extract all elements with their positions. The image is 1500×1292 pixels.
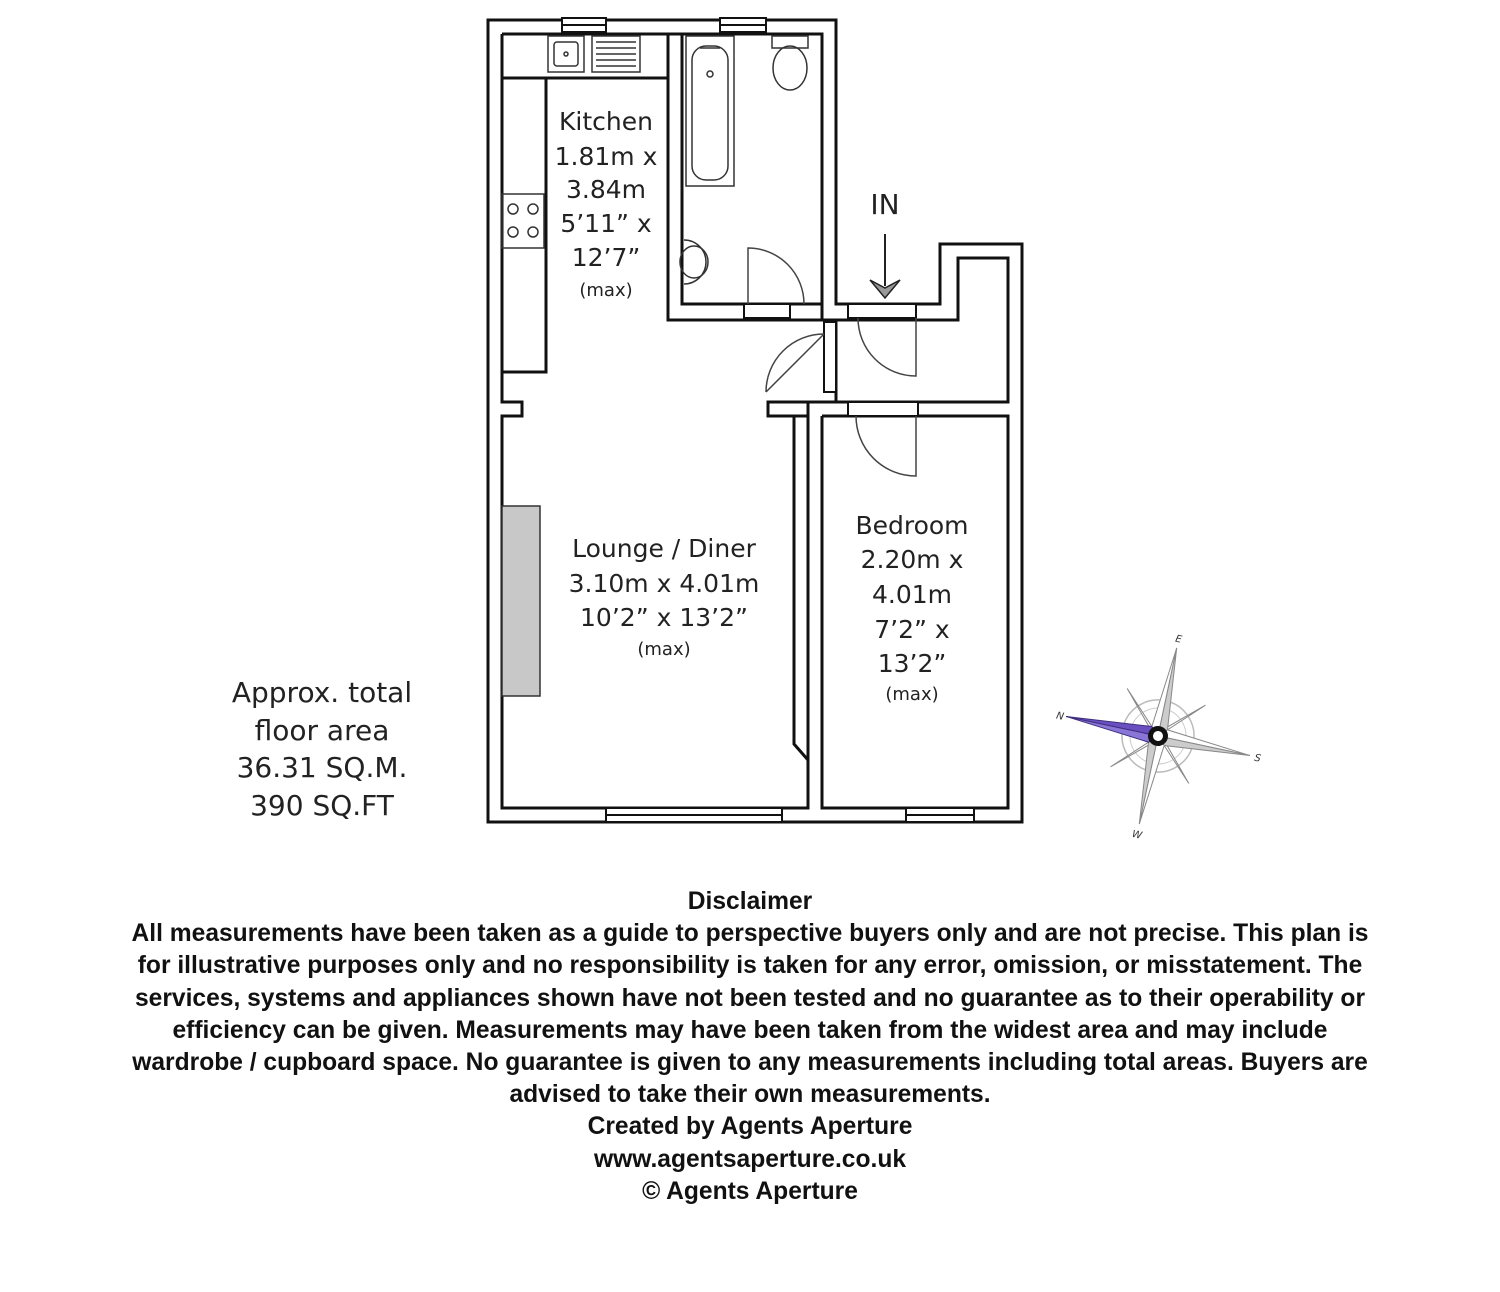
- bedroom-dim-3: 7’2” x: [874, 615, 950, 644]
- bedroom-name: Bedroom: [855, 511, 969, 540]
- total-area-line-2: floor area: [254, 714, 390, 747]
- kitchen-dim-2: 3.84m: [565, 175, 647, 204]
- compass-n: N: [1055, 710, 1065, 723]
- bedroom-label: [855, 511, 968, 705]
- compass-s: S: [1253, 752, 1262, 765]
- disclaimer-line: All measurements have been taken as a guide to perspective buyers only and are not precise. This plan is: [131, 920, 1369, 948]
- kitchen-dim-1: 1.81m x: [554, 142, 658, 171]
- disclaimer-line: for illustrative purposes only and no responsibility is taken for any error, omission, or misstatement. The: [137, 952, 1363, 980]
- kitchen-note: (max): [579, 280, 633, 301]
- compass-e: E: [1174, 633, 1183, 646]
- lounge-name: Lounge / Diner: [572, 534, 756, 563]
- disclaimer-line: efficiency can be given. Measurements may have been taken from the widest area and may include: [172, 1016, 1328, 1044]
- kitchen-dim-3: 5’11” x: [560, 209, 652, 238]
- bedroom-note: (max): [885, 684, 939, 705]
- entrance-label: IN: [870, 188, 900, 221]
- bedroom-dim-1: 2.20m x: [860, 545, 964, 574]
- total-area-sqm: 36.31 SQ.M.: [236, 751, 408, 784]
- copyright: © Agents Aperture: [642, 1177, 858, 1205]
- disclaimer-title: Disclaimer: [687, 888, 813, 915]
- bedroom-dim-2: 4.01m: [871, 580, 953, 609]
- compass-icon: [1034, 613, 1283, 863]
- bedroom-dim-4: 13’2”: [877, 649, 947, 678]
- compass-needle: [1064, 709, 1159, 744]
- total-area: [232, 676, 412, 822]
- created-by: Created by Agents Aperture: [587, 1113, 913, 1141]
- compass-w: W: [1130, 828, 1143, 842]
- lounge-label: [569, 534, 760, 660]
- lounge-dim-2: 10’2” x 13’2”: [580, 603, 748, 632]
- disclaimer-line: advised to take their own measurements.: [509, 1081, 991, 1109]
- total-area-line-1: Approx. total: [231, 676, 413, 709]
- kitchen-name: Kitchen: [559, 107, 653, 136]
- kitchen-dim-4: 12’7”: [571, 243, 641, 272]
- kitchen-label: [555, 107, 658, 301]
- disclaimer: [30, 886, 1470, 1208]
- lounge-note: (max): [637, 639, 691, 660]
- walls: [488, 20, 1022, 822]
- disclaimer-line: services, systems and appliances shown have not been tested and no guarantee as to their operability or: [134, 984, 1366, 1012]
- total-area-sqft: 390 SQ.FT: [250, 789, 394, 822]
- lounge-dim-1: 3.10m x 4.01m: [568, 569, 760, 598]
- website-link[interactable]: www.agentsaperture.co.uk: [593, 1145, 907, 1173]
- entrance-arrow: [870, 188, 900, 298]
- disclaimer-line: wardrobe / cupboard space. No guarantee is given to any measurements including total areas. Buyers are: [132, 1049, 1368, 1077]
